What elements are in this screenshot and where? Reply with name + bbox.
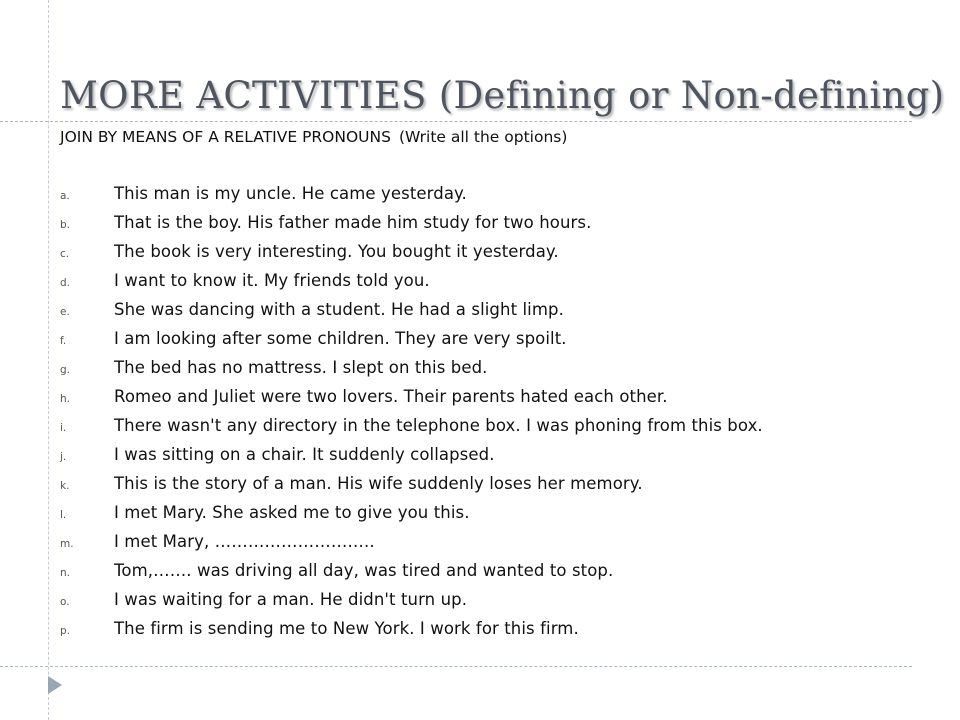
item-text: This is the story of a man. His wife suddenly loses her memory. (114, 474, 643, 493)
item-text: She was dancing with a student. He had a slight limp. (114, 300, 564, 319)
exercise-item (60, 503, 763, 532)
item-marker: e. (60, 306, 70, 318)
exercise-item (60, 184, 763, 213)
item-marker: d. (60, 277, 71, 289)
exercise-item (60, 300, 763, 329)
item-marker: o. (60, 596, 70, 608)
item-marker: p. (60, 625, 71, 637)
item-marker: g. (60, 364, 71, 376)
item-text: This man is my uncle. He came yesterday. (114, 184, 467, 203)
instructions-text: JOIN BY MEANS OF A RELATIVE PRONOUNS (60, 128, 391, 146)
instructions-note: (Write all the options) (398, 128, 568, 146)
item-text: I met Mary, ……………………….. (114, 532, 375, 551)
exercise-item (60, 561, 763, 590)
title-divider (0, 121, 912, 122)
item-text: I was waiting for a man. He didn't turn up. (114, 590, 468, 609)
item-text: I met Mary. She asked me to give you this. (114, 503, 470, 522)
item-marker: f. (60, 335, 67, 347)
item-text: There wasn't any directory in the telephone box. I was phoning from this box. (114, 416, 763, 435)
item-marker: m. (60, 538, 74, 550)
slide-title: MORE ACTIVITIES (Defining or Non-defining) (60, 74, 945, 117)
footer-divider (0, 666, 912, 667)
exercise-item (60, 387, 763, 416)
exercise-item (60, 242, 763, 271)
item-text: I am looking after some children. They are very spoilt. (114, 329, 567, 348)
item-marker: l. (60, 509, 67, 521)
item-text: The bed has no mattress. I slept on this bed. (114, 358, 488, 377)
item-text: Romeo and Juliet were two lovers. Their parents hated each other. (114, 387, 668, 406)
item-marker: a. (60, 190, 70, 202)
item-text: The book is very interesting. You bought it yesterday. (114, 242, 559, 261)
exercise-item (60, 532, 763, 561)
item-marker: k. (60, 480, 70, 492)
exercise-item (60, 445, 763, 474)
item-text: The firm is sending me to New York. I work for this firm. (114, 619, 579, 638)
left-guide-rule (48, 0, 49, 720)
exercise-item (60, 329, 763, 358)
exercise-item (60, 358, 763, 387)
exercise-item (60, 213, 763, 242)
item-marker: j. (60, 451, 67, 463)
item-marker: n. (60, 567, 70, 579)
item-text: I want to know it. My friends told you. (114, 271, 430, 290)
instructions (60, 128, 567, 146)
exercise-item (60, 416, 763, 445)
item-marker: c. (60, 248, 70, 260)
item-text: I was sitting on a chair. It suddenly collapsed. (114, 445, 495, 464)
exercise-item (60, 619, 763, 648)
item-marker: h. (60, 393, 70, 405)
item-text: That is the boy. His father made him study for two hours. (114, 213, 592, 232)
exercise-item (60, 271, 763, 300)
exercise-list (60, 184, 763, 648)
play-icon[interactable] (48, 676, 62, 694)
item-text: Tom,……. was driving all day, was tired and wanted to stop. (114, 561, 614, 580)
exercise-item (60, 474, 763, 503)
exercise-item (60, 590, 763, 619)
item-marker: b. (60, 219, 71, 231)
item-marker: i. (60, 422, 67, 434)
